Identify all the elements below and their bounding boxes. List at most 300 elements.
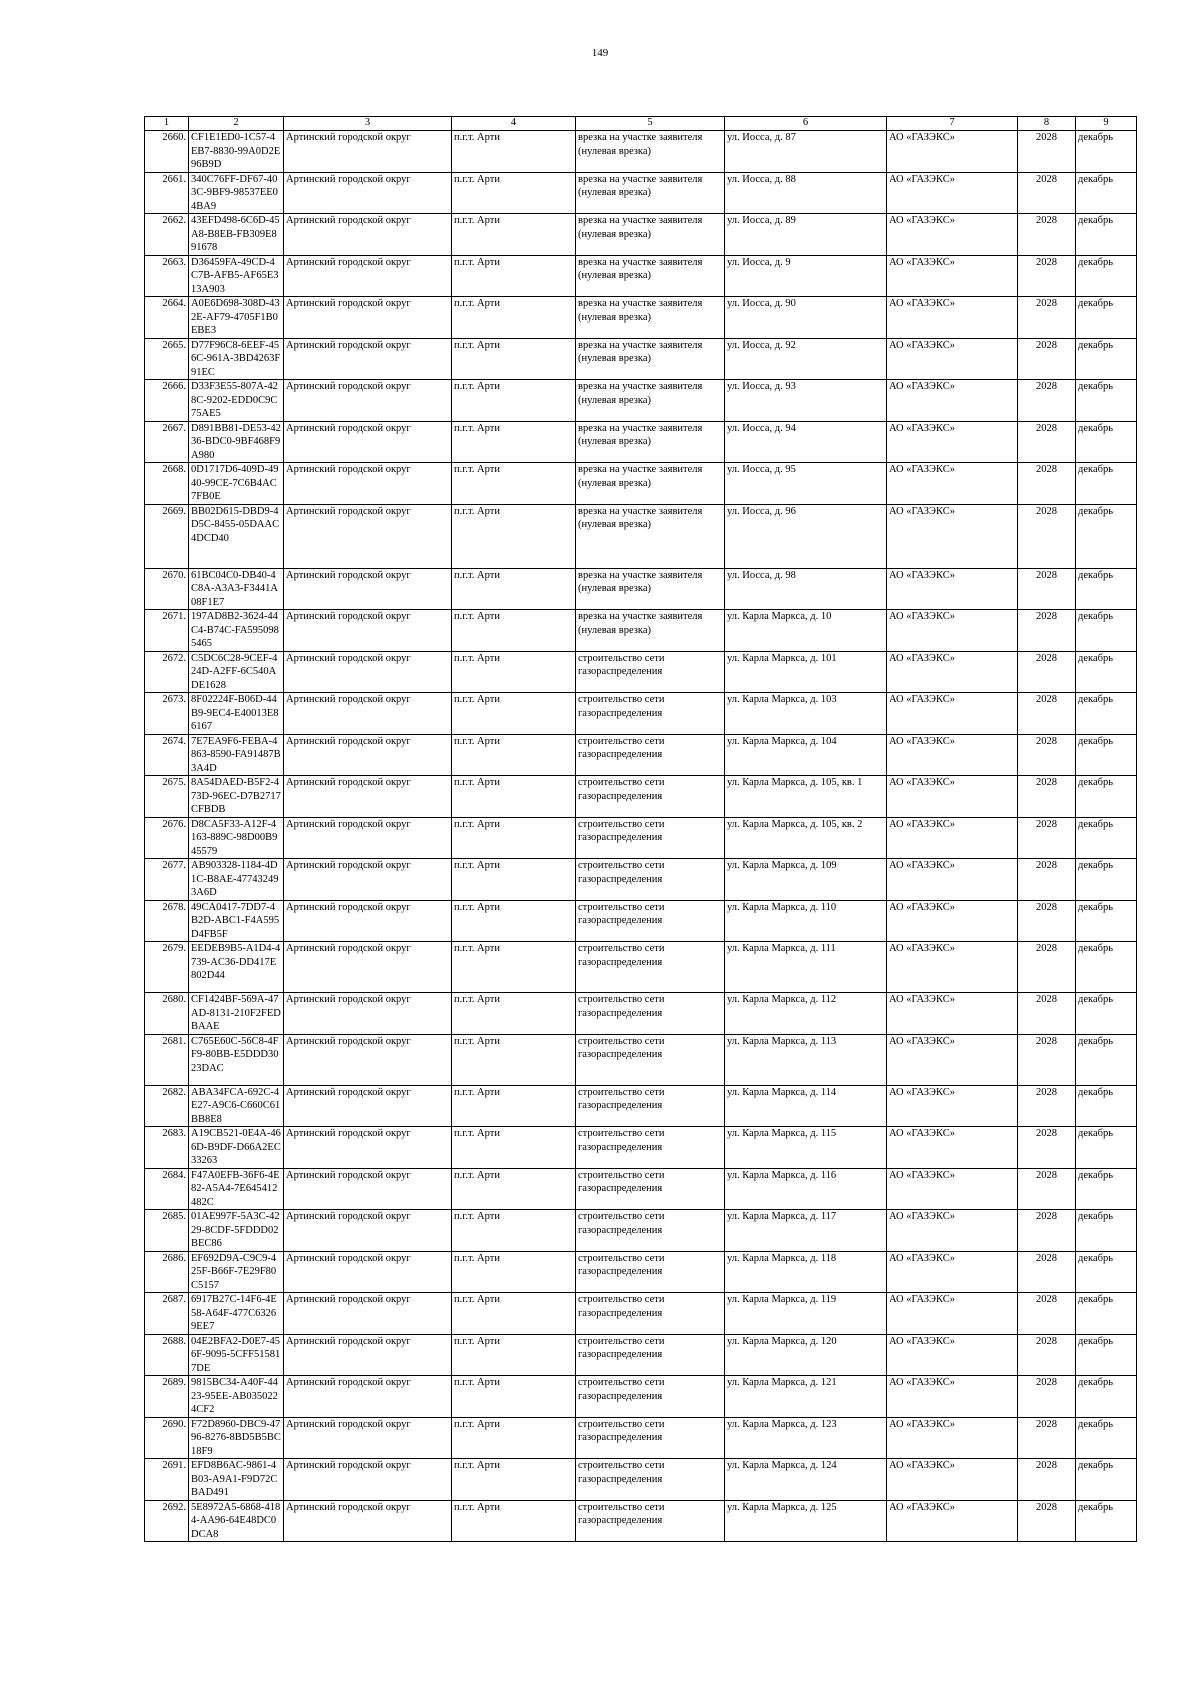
row-number-cell: 2667. bbox=[145, 421, 189, 463]
year-cell: 2028 bbox=[1018, 1459, 1076, 1501]
work-type-cell: строительство сети газораспределения bbox=[576, 1034, 725, 1085]
year-cell: 2028 bbox=[1018, 1500, 1076, 1542]
table-row bbox=[145, 776, 1137, 818]
month-cell: декабрь bbox=[1076, 1334, 1137, 1376]
month-cell: декабрь bbox=[1076, 131, 1137, 173]
month-cell: декабрь bbox=[1076, 1168, 1137, 1210]
object-id-cell: D33F3E55-807A-428C-9202-EDD0C9C75AE5 bbox=[189, 380, 284, 422]
year-cell: 2028 bbox=[1018, 1251, 1076, 1293]
object-id-cell: ABA34FCA-692C-4E27-A9C6-C660C61BB8E8 bbox=[189, 1085, 284, 1127]
header-cell: 9 bbox=[1076, 117, 1137, 131]
work-type-cell: строительство сети газораспределения bbox=[576, 1376, 725, 1418]
address-cell: ул. Иосса, д. 87 bbox=[725, 131, 887, 173]
work-type-cell: строительство сети газораспределения bbox=[576, 734, 725, 776]
work-type-cell: строительство сети газораспределения bbox=[576, 817, 725, 859]
object-id-cell: 49CA0417-7DD7-4B2D-ABC1-F4A595D4FB5F bbox=[189, 900, 284, 942]
month-cell: декабрь bbox=[1076, 1127, 1137, 1169]
municipality-cell: Артинский городской округ bbox=[284, 1210, 452, 1252]
organization-cell: АО «ГАЗЭКС» bbox=[887, 1127, 1018, 1169]
row-number-cell: 2666. bbox=[145, 380, 189, 422]
row-number-cell: 2661. bbox=[145, 172, 189, 214]
municipality-cell: Артинский городской округ bbox=[284, 504, 452, 568]
object-id-cell: 6917B27C-14F6-4E58-A64F-477C63269EE7 bbox=[189, 1293, 284, 1335]
month-cell: декабрь bbox=[1076, 1293, 1137, 1335]
row-number-cell: 2677. bbox=[145, 859, 189, 901]
settlement-cell: п.г.т. Арти bbox=[452, 172, 576, 214]
year-cell: 2028 bbox=[1018, 1293, 1076, 1335]
organization-cell: АО «ГАЗЭКС» bbox=[887, 380, 1018, 422]
object-id-cell: EF692D9A-C9C9-425F-B66F-7E29F80C5157 bbox=[189, 1251, 284, 1293]
settlement-cell: п.г.т. Арти bbox=[452, 651, 576, 693]
municipality-cell: Артинский городской округ bbox=[284, 421, 452, 463]
header-cell: 3 bbox=[284, 117, 452, 131]
work-type-cell: строительство сети газораспределения bbox=[576, 1127, 725, 1169]
address-cell: ул. Иосса, д. 96 bbox=[725, 504, 887, 568]
organization-cell: АО «ГАЗЭКС» bbox=[887, 1168, 1018, 1210]
work-type-cell: врезка на участке заявителя (нулевая врезка) bbox=[576, 338, 725, 380]
object-id-cell: BB02D615-DBD9-4D5C-8455-05DAAC4DCD40 bbox=[189, 504, 284, 568]
month-cell: декабрь bbox=[1076, 942, 1137, 993]
object-id-cell: 0D1717D6-409D-4940-99CE-7C6B4AC7FB0E bbox=[189, 463, 284, 505]
work-type-cell: строительство сети газораспределения bbox=[576, 1210, 725, 1252]
address-cell: ул. Иосса, д. 9 bbox=[725, 255, 887, 297]
settlement-cell: п.г.т. Арти bbox=[452, 1127, 576, 1169]
municipality-cell: Артинский городской округ bbox=[284, 859, 452, 901]
object-id-cell: D891BB81-DE53-4236-BDC0-9BF468F9A980 bbox=[189, 421, 284, 463]
month-cell: декабрь bbox=[1076, 504, 1137, 568]
table-row bbox=[145, 1334, 1137, 1376]
object-id-cell: AB903328-1184-4D1C-B8AE-477432493A6D bbox=[189, 859, 284, 901]
organization-cell: АО «ГАЗЭКС» bbox=[887, 693, 1018, 735]
organization-cell: АО «ГАЗЭКС» bbox=[887, 214, 1018, 256]
address-cell: ул. Карла Маркса, д. 111 bbox=[725, 942, 887, 993]
registry-table bbox=[144, 116, 1137, 1542]
object-id-cell: EFD8B6AC-9861-4B03-A9A1-F9D72CBAD491 bbox=[189, 1459, 284, 1501]
settlement-cell: п.г.т. Арти bbox=[452, 993, 576, 1035]
organization-cell: АО «ГАЗЭКС» bbox=[887, 568, 1018, 610]
municipality-cell: Артинский городской округ bbox=[284, 255, 452, 297]
table-row bbox=[145, 1251, 1137, 1293]
settlement-cell: п.г.т. Арти bbox=[452, 942, 576, 993]
row-number-cell: 2685. bbox=[145, 1210, 189, 1252]
month-cell: декабрь bbox=[1076, 1500, 1137, 1542]
municipality-cell: Артинский городской округ bbox=[284, 338, 452, 380]
object-id-cell: 8A54DAED-B5F2-473D-96EC-D7B2717CFBDB bbox=[189, 776, 284, 818]
table-row bbox=[145, 1293, 1137, 1335]
work-type-cell: строительство сети газораспределения bbox=[576, 942, 725, 993]
table-row bbox=[145, 380, 1137, 422]
settlement-cell: п.г.т. Арти bbox=[452, 1334, 576, 1376]
municipality-cell: Артинский городской округ bbox=[284, 1085, 452, 1127]
table-row bbox=[145, 734, 1137, 776]
object-id-cell: 7E7EA9F6-FEBA-4863-8590-FA91487B3A4D bbox=[189, 734, 284, 776]
year-cell: 2028 bbox=[1018, 214, 1076, 256]
address-cell: ул. Карла Маркса, д. 104 bbox=[725, 734, 887, 776]
work-type-cell: строительство сети газораспределения bbox=[576, 859, 725, 901]
municipality-cell: Артинский городской округ bbox=[284, 1168, 452, 1210]
month-cell: декабрь bbox=[1076, 1210, 1137, 1252]
municipality-cell: Артинский городской округ bbox=[284, 1251, 452, 1293]
organization-cell: АО «ГАЗЭКС» bbox=[887, 610, 1018, 652]
object-id-cell: 61BC04C0-DB40-4C8A-A3A3-F3441A08F1E7 bbox=[189, 568, 284, 610]
organization-cell: АО «ГАЗЭКС» bbox=[887, 1210, 1018, 1252]
month-cell: декабрь bbox=[1076, 1459, 1137, 1501]
year-cell: 2028 bbox=[1018, 504, 1076, 568]
object-id-cell: 8F02224F-B06D-44B9-9EC4-E40013E86167 bbox=[189, 693, 284, 735]
work-type-cell: строительство сети газораспределения bbox=[576, 1500, 725, 1542]
settlement-cell: п.г.т. Арти bbox=[452, 1500, 576, 1542]
municipality-cell: Артинский городской округ bbox=[284, 610, 452, 652]
month-cell: декабрь bbox=[1076, 734, 1137, 776]
year-cell: 2028 bbox=[1018, 338, 1076, 380]
settlement-cell: п.г.т. Арти bbox=[452, 610, 576, 652]
row-number-cell: 2681. bbox=[145, 1034, 189, 1085]
settlement-cell: п.г.т. Арти bbox=[452, 297, 576, 339]
municipality-cell: Артинский городской округ bbox=[284, 297, 452, 339]
header-row bbox=[145, 117, 1137, 131]
row-number-cell: 2671. bbox=[145, 610, 189, 652]
work-type-cell: врезка на участке заявителя (нулевая врезка) bbox=[576, 131, 725, 173]
organization-cell: АО «ГАЗЭКС» bbox=[887, 297, 1018, 339]
header-cell: 8 bbox=[1018, 117, 1076, 131]
organization-cell: АО «ГАЗЭКС» bbox=[887, 859, 1018, 901]
year-cell: 2028 bbox=[1018, 421, 1076, 463]
month-cell: декабрь bbox=[1076, 568, 1137, 610]
object-id-cell: F72D8960-DBC9-4796-8276-8BD5B5BC18F9 bbox=[189, 1417, 284, 1459]
address-cell: ул. Карла Маркса, д. 118 bbox=[725, 1251, 887, 1293]
municipality-cell: Артинский городской округ bbox=[284, 463, 452, 505]
work-type-cell: врезка на участке заявителя (нулевая врезка) bbox=[576, 297, 725, 339]
work-type-cell: строительство сети газораспределения bbox=[576, 776, 725, 818]
address-cell: ул. Иосса, д. 89 bbox=[725, 214, 887, 256]
table-row bbox=[145, 1085, 1137, 1127]
settlement-cell: п.г.т. Арти bbox=[452, 1251, 576, 1293]
object-id-cell: 04E2BFA2-D0E7-456F-9095-5CFF515817DE bbox=[189, 1334, 284, 1376]
work-type-cell: строительство сети газораспределения bbox=[576, 1459, 725, 1501]
table-row bbox=[145, 214, 1137, 256]
object-id-cell: CF1424BF-569A-47AD-8131-210F2FEDBAAE bbox=[189, 993, 284, 1035]
object-id-cell: A0E6D698-308D-432E-AF79-4705F1B0EBE3 bbox=[189, 297, 284, 339]
row-number-cell: 2682. bbox=[145, 1085, 189, 1127]
address-cell: ул. Иосса, д. 98 bbox=[725, 568, 887, 610]
settlement-cell: п.г.т. Арти bbox=[452, 214, 576, 256]
object-id-cell: 9815BC34-A40F-4423-95EE-AB0350224CF2 bbox=[189, 1376, 284, 1418]
object-id-cell: D36459FA-49CD-4C7B-AFB5-AF65E313A903 bbox=[189, 255, 284, 297]
year-cell: 2028 bbox=[1018, 776, 1076, 818]
municipality-cell: Артинский городской округ bbox=[284, 1293, 452, 1335]
row-number-cell: 2688. bbox=[145, 1334, 189, 1376]
year-cell: 2028 bbox=[1018, 693, 1076, 735]
address-cell: ул. Карла Маркса, д. 110 bbox=[725, 900, 887, 942]
row-number-cell: 2670. bbox=[145, 568, 189, 610]
header-cell: 7 bbox=[887, 117, 1018, 131]
settlement-cell: п.г.т. Арти bbox=[452, 504, 576, 568]
object-id-cell: 5E8972A5-6868-4184-AA96-64E48DC0DCA8 bbox=[189, 1500, 284, 1542]
settlement-cell: п.г.т. Арти bbox=[452, 734, 576, 776]
address-cell: ул. Карла Маркса, д. 10 bbox=[725, 610, 887, 652]
year-cell: 2028 bbox=[1018, 610, 1076, 652]
month-cell: декабрь bbox=[1076, 1376, 1137, 1418]
work-type-cell: врезка на участке заявителя (нулевая врезка) bbox=[576, 610, 725, 652]
settlement-cell: п.г.т. Арти bbox=[452, 817, 576, 859]
work-type-cell: врезка на участке заявителя (нулевая врезка) bbox=[576, 463, 725, 505]
year-cell: 2028 bbox=[1018, 1417, 1076, 1459]
registry-body bbox=[145, 131, 1137, 1542]
month-cell: декабрь bbox=[1076, 172, 1137, 214]
year-cell: 2028 bbox=[1018, 568, 1076, 610]
organization-cell: АО «ГАЗЭКС» bbox=[887, 900, 1018, 942]
organization-cell: АО «ГАЗЭКС» bbox=[887, 942, 1018, 993]
municipality-cell: Артинский городской округ bbox=[284, 172, 452, 214]
address-cell: ул. Карла Маркса, д. 117 bbox=[725, 1210, 887, 1252]
municipality-cell: Артинский городской округ bbox=[284, 131, 452, 173]
table-row bbox=[145, 1500, 1137, 1542]
work-type-cell: строительство сети газораспределения bbox=[576, 1251, 725, 1293]
municipality-cell: Артинский городской округ bbox=[284, 380, 452, 422]
object-id-cell: D77F96C8-6EEF-456C-961A-3BD4263F91EC bbox=[189, 338, 284, 380]
table-row bbox=[145, 504, 1137, 568]
table-row bbox=[145, 568, 1137, 610]
header-cell: 4 bbox=[452, 117, 576, 131]
row-number-cell: 2662. bbox=[145, 214, 189, 256]
month-cell: декабрь bbox=[1076, 859, 1137, 901]
settlement-cell: п.г.т. Арти bbox=[452, 1417, 576, 1459]
address-cell: ул. Карла Маркса, д. 114 bbox=[725, 1085, 887, 1127]
address-cell: ул. Карла Маркса, д. 105, кв. 2 bbox=[725, 817, 887, 859]
year-cell: 2028 bbox=[1018, 859, 1076, 901]
object-id-cell: 43EFD498-6C6D-45A8-B8EB-FB309E891678 bbox=[189, 214, 284, 256]
address-cell: ул. Карла Маркса, д. 101 bbox=[725, 651, 887, 693]
address-cell: ул. Иосса, д. 90 bbox=[725, 297, 887, 339]
row-number-cell: 2689. bbox=[145, 1376, 189, 1418]
address-cell: ул. Иосса, д. 88 bbox=[725, 172, 887, 214]
month-cell: декабрь bbox=[1076, 1251, 1137, 1293]
row-number-cell: 2669. bbox=[145, 504, 189, 568]
row-number-cell: 2679. bbox=[145, 942, 189, 993]
organization-cell: АО «ГАЗЭКС» bbox=[887, 1334, 1018, 1376]
settlement-cell: п.г.т. Арти bbox=[452, 421, 576, 463]
object-id-cell: 197AD8B2-3624-44C4-B74C-FA5950985465 bbox=[189, 610, 284, 652]
object-id-cell: 01AE997F-5A3C-4229-8CDF-5FDDD02BEC86 bbox=[189, 1210, 284, 1252]
settlement-cell: п.г.т. Арти bbox=[452, 338, 576, 380]
municipality-cell: Артинский городской округ bbox=[284, 1376, 452, 1418]
organization-cell: АО «ГАЗЭКС» bbox=[887, 1251, 1018, 1293]
work-type-cell: строительство сети газораспределения bbox=[576, 1085, 725, 1127]
year-cell: 2028 bbox=[1018, 734, 1076, 776]
month-cell: декабрь bbox=[1076, 1417, 1137, 1459]
year-cell: 2028 bbox=[1018, 993, 1076, 1035]
year-cell: 2028 bbox=[1018, 651, 1076, 693]
organization-cell: АО «ГАЗЭКС» bbox=[887, 734, 1018, 776]
address-cell: ул. Карла Маркса, д. 113 bbox=[725, 1034, 887, 1085]
address-cell: ул. Карла Маркса, д. 116 bbox=[725, 1168, 887, 1210]
municipality-cell: Артинский городской округ bbox=[284, 651, 452, 693]
organization-cell: АО «ГАЗЭКС» bbox=[887, 817, 1018, 859]
address-cell: ул. Иосса, д. 94 bbox=[725, 421, 887, 463]
settlement-cell: п.г.т. Арти bbox=[452, 255, 576, 297]
month-cell: декабрь bbox=[1076, 993, 1137, 1035]
year-cell: 2028 bbox=[1018, 297, 1076, 339]
settlement-cell: п.г.т. Арти bbox=[452, 1034, 576, 1085]
organization-cell: АО «ГАЗЭКС» bbox=[887, 255, 1018, 297]
table-row bbox=[145, 817, 1137, 859]
year-cell: 2028 bbox=[1018, 172, 1076, 214]
address-cell: ул. Карла Маркса, д. 109 bbox=[725, 859, 887, 901]
table-row bbox=[145, 1034, 1137, 1085]
row-number-cell: 2668. bbox=[145, 463, 189, 505]
row-number-cell: 2684. bbox=[145, 1168, 189, 1210]
table-row bbox=[145, 1168, 1137, 1210]
month-cell: декабрь bbox=[1076, 338, 1137, 380]
object-id-cell: C5DC6C28-9CEF-424D-A2FF-6C540ADE1628 bbox=[189, 651, 284, 693]
month-cell: декабрь bbox=[1076, 900, 1137, 942]
row-number-cell: 2665. bbox=[145, 338, 189, 380]
address-cell: ул. Карла Маркса, д. 119 bbox=[725, 1293, 887, 1335]
header-cell: 6 bbox=[725, 117, 887, 131]
work-type-cell: строительство сети газораспределения bbox=[576, 651, 725, 693]
object-id-cell: D8CA5F33-A12F-4163-889C-98D00B945579 bbox=[189, 817, 284, 859]
work-type-cell: врезка на участке заявителя (нулевая врезка) bbox=[576, 255, 725, 297]
month-cell: декабрь bbox=[1076, 297, 1137, 339]
row-number-cell: 2686. bbox=[145, 1251, 189, 1293]
municipality-cell: Артинский городской округ bbox=[284, 900, 452, 942]
row-number-cell: 2683. bbox=[145, 1127, 189, 1169]
table-row bbox=[145, 297, 1137, 339]
municipality-cell: Артинский городской округ bbox=[284, 1127, 452, 1169]
organization-cell: АО «ГАЗЭКС» bbox=[887, 504, 1018, 568]
settlement-cell: п.г.т. Арти bbox=[452, 131, 576, 173]
municipality-cell: Артинский городской округ bbox=[284, 1459, 452, 1501]
table-row bbox=[145, 463, 1137, 505]
table-row bbox=[145, 610, 1137, 652]
row-number-cell: 2676. bbox=[145, 817, 189, 859]
address-cell: ул. Карла Маркса, д. 121 bbox=[725, 1376, 887, 1418]
address-cell: ул. Карла Маркса, д. 105, кв. 1 bbox=[725, 776, 887, 818]
organization-cell: АО «ГАЗЭКС» bbox=[887, 421, 1018, 463]
year-cell: 2028 bbox=[1018, 817, 1076, 859]
object-id-cell: A19CB521-0E4A-466D-B9DF-D66A2EC33263 bbox=[189, 1127, 284, 1169]
settlement-cell: п.г.т. Арти bbox=[452, 1210, 576, 1252]
municipality-cell: Артинский городской округ bbox=[284, 568, 452, 610]
header-cell: 1 bbox=[145, 117, 189, 131]
settlement-cell: п.г.т. Арти bbox=[452, 1459, 576, 1501]
row-number-cell: 2690. bbox=[145, 1417, 189, 1459]
table-row bbox=[145, 421, 1137, 463]
organization-cell: АО «ГАЗЭКС» bbox=[887, 1417, 1018, 1459]
year-cell: 2028 bbox=[1018, 1210, 1076, 1252]
table-row bbox=[145, 1210, 1137, 1252]
municipality-cell: Артинский городской округ bbox=[284, 817, 452, 859]
address-cell: ул. Карла Маркса, д. 124 bbox=[725, 1459, 887, 1501]
object-id-cell: CF1E1ED0-1C57-4EB7-8830-99A0D2E96B9D bbox=[189, 131, 284, 173]
object-id-cell: EEDEB9B5-A1D4-4739-AC36-DD417E802D44 bbox=[189, 942, 284, 993]
month-cell: декабрь bbox=[1076, 776, 1137, 818]
organization-cell: АО «ГАЗЭКС» bbox=[887, 1034, 1018, 1085]
object-id-cell: F47A0EFB-36F6-4E82-A5A4-7E645412482C bbox=[189, 1168, 284, 1210]
settlement-cell: п.г.т. Арти bbox=[452, 463, 576, 505]
organization-cell: АО «ГАЗЭКС» bbox=[887, 1293, 1018, 1335]
header-cell: 2 bbox=[189, 117, 284, 131]
month-cell: декабрь bbox=[1076, 421, 1137, 463]
municipality-cell: Артинский городской округ bbox=[284, 776, 452, 818]
work-type-cell: строительство сети газораспределения bbox=[576, 1293, 725, 1335]
municipality-cell: Артинский городской округ bbox=[284, 1334, 452, 1376]
month-cell: декабрь bbox=[1076, 1034, 1137, 1085]
table-row bbox=[145, 1376, 1137, 1418]
table-row bbox=[145, 172, 1137, 214]
table-row bbox=[145, 993, 1137, 1035]
row-number-cell: 2680. bbox=[145, 993, 189, 1035]
settlement-cell: п.г.т. Арти bbox=[452, 380, 576, 422]
settlement-cell: п.г.т. Арти bbox=[452, 776, 576, 818]
work-type-cell: врезка на участке заявителя (нулевая врезка) bbox=[576, 214, 725, 256]
row-number-cell: 2663. bbox=[145, 255, 189, 297]
object-id-cell: 340C76FF-DF67-403C-9BF9-98537EE04BA9 bbox=[189, 172, 284, 214]
settlement-cell: п.г.т. Арти bbox=[452, 1376, 576, 1418]
municipality-cell: Артинский городской округ bbox=[284, 734, 452, 776]
work-type-cell: строительство сети газораспределения bbox=[576, 1417, 725, 1459]
table-row bbox=[145, 255, 1137, 297]
row-number-cell: 2692. bbox=[145, 1500, 189, 1542]
month-cell: декабрь bbox=[1076, 693, 1137, 735]
table-row bbox=[145, 651, 1137, 693]
address-cell: ул. Карла Маркса, д. 115 bbox=[725, 1127, 887, 1169]
month-cell: декабрь bbox=[1076, 214, 1137, 256]
year-cell: 2028 bbox=[1018, 463, 1076, 505]
year-cell: 2028 bbox=[1018, 1376, 1076, 1418]
address-cell: ул. Карла Маркса, д. 112 bbox=[725, 993, 887, 1035]
organization-cell: АО «ГАЗЭКС» bbox=[887, 1085, 1018, 1127]
address-cell: ул. Карла Маркса, д. 103 bbox=[725, 693, 887, 735]
work-type-cell: врезка на участке заявителя (нулевая врезка) bbox=[576, 380, 725, 422]
table-row bbox=[145, 131, 1137, 173]
municipality-cell: Артинский городской округ bbox=[284, 993, 452, 1035]
month-cell: декабрь bbox=[1076, 1085, 1137, 1127]
municipality-cell: Артинский городской округ bbox=[284, 1417, 452, 1459]
table-row bbox=[145, 1417, 1137, 1459]
organization-cell: АО «ГАЗЭКС» bbox=[887, 172, 1018, 214]
address-cell: ул. Карла Маркса, д. 120 bbox=[725, 1334, 887, 1376]
address-cell: ул. Карла Маркса, д. 123 bbox=[725, 1417, 887, 1459]
organization-cell: АО «ГАЗЭКС» bbox=[887, 131, 1018, 173]
address-cell: ул. Иосса, д. 92 bbox=[725, 338, 887, 380]
address-cell: ул. Карла Маркса, д. 125 bbox=[725, 1500, 887, 1542]
municipality-cell: Артинский городской округ bbox=[284, 1034, 452, 1085]
organization-cell: АО «ГАЗЭКС» bbox=[887, 1500, 1018, 1542]
row-number-cell: 2660. bbox=[145, 131, 189, 173]
row-number-cell: 2672. bbox=[145, 651, 189, 693]
table-row bbox=[145, 859, 1137, 901]
organization-cell: АО «ГАЗЭКС» bbox=[887, 338, 1018, 380]
settlement-cell: п.г.т. Арти bbox=[452, 859, 576, 901]
municipality-cell: Артинский городской округ bbox=[284, 693, 452, 735]
table-row bbox=[145, 1127, 1137, 1169]
table-row bbox=[145, 338, 1137, 380]
month-cell: декабрь bbox=[1076, 817, 1137, 859]
work-type-cell: строительство сети газораспределения bbox=[576, 900, 725, 942]
table-row bbox=[145, 693, 1137, 735]
year-cell: 2028 bbox=[1018, 380, 1076, 422]
work-type-cell: строительство сети газораспределения bbox=[576, 993, 725, 1035]
work-type-cell: строительство сети газораспределения bbox=[576, 1334, 725, 1376]
object-id-cell: C765E60C-56C8-4FF9-80BB-E5DDD3023DAC bbox=[189, 1034, 284, 1085]
table-row bbox=[145, 1459, 1137, 1501]
year-cell: 2028 bbox=[1018, 942, 1076, 993]
settlement-cell: п.г.т. Арти bbox=[452, 1085, 576, 1127]
settlement-cell: п.г.т. Арти bbox=[452, 1293, 576, 1335]
organization-cell: АО «ГАЗЭКС» bbox=[887, 993, 1018, 1035]
settlement-cell: п.г.т. Арти bbox=[452, 693, 576, 735]
